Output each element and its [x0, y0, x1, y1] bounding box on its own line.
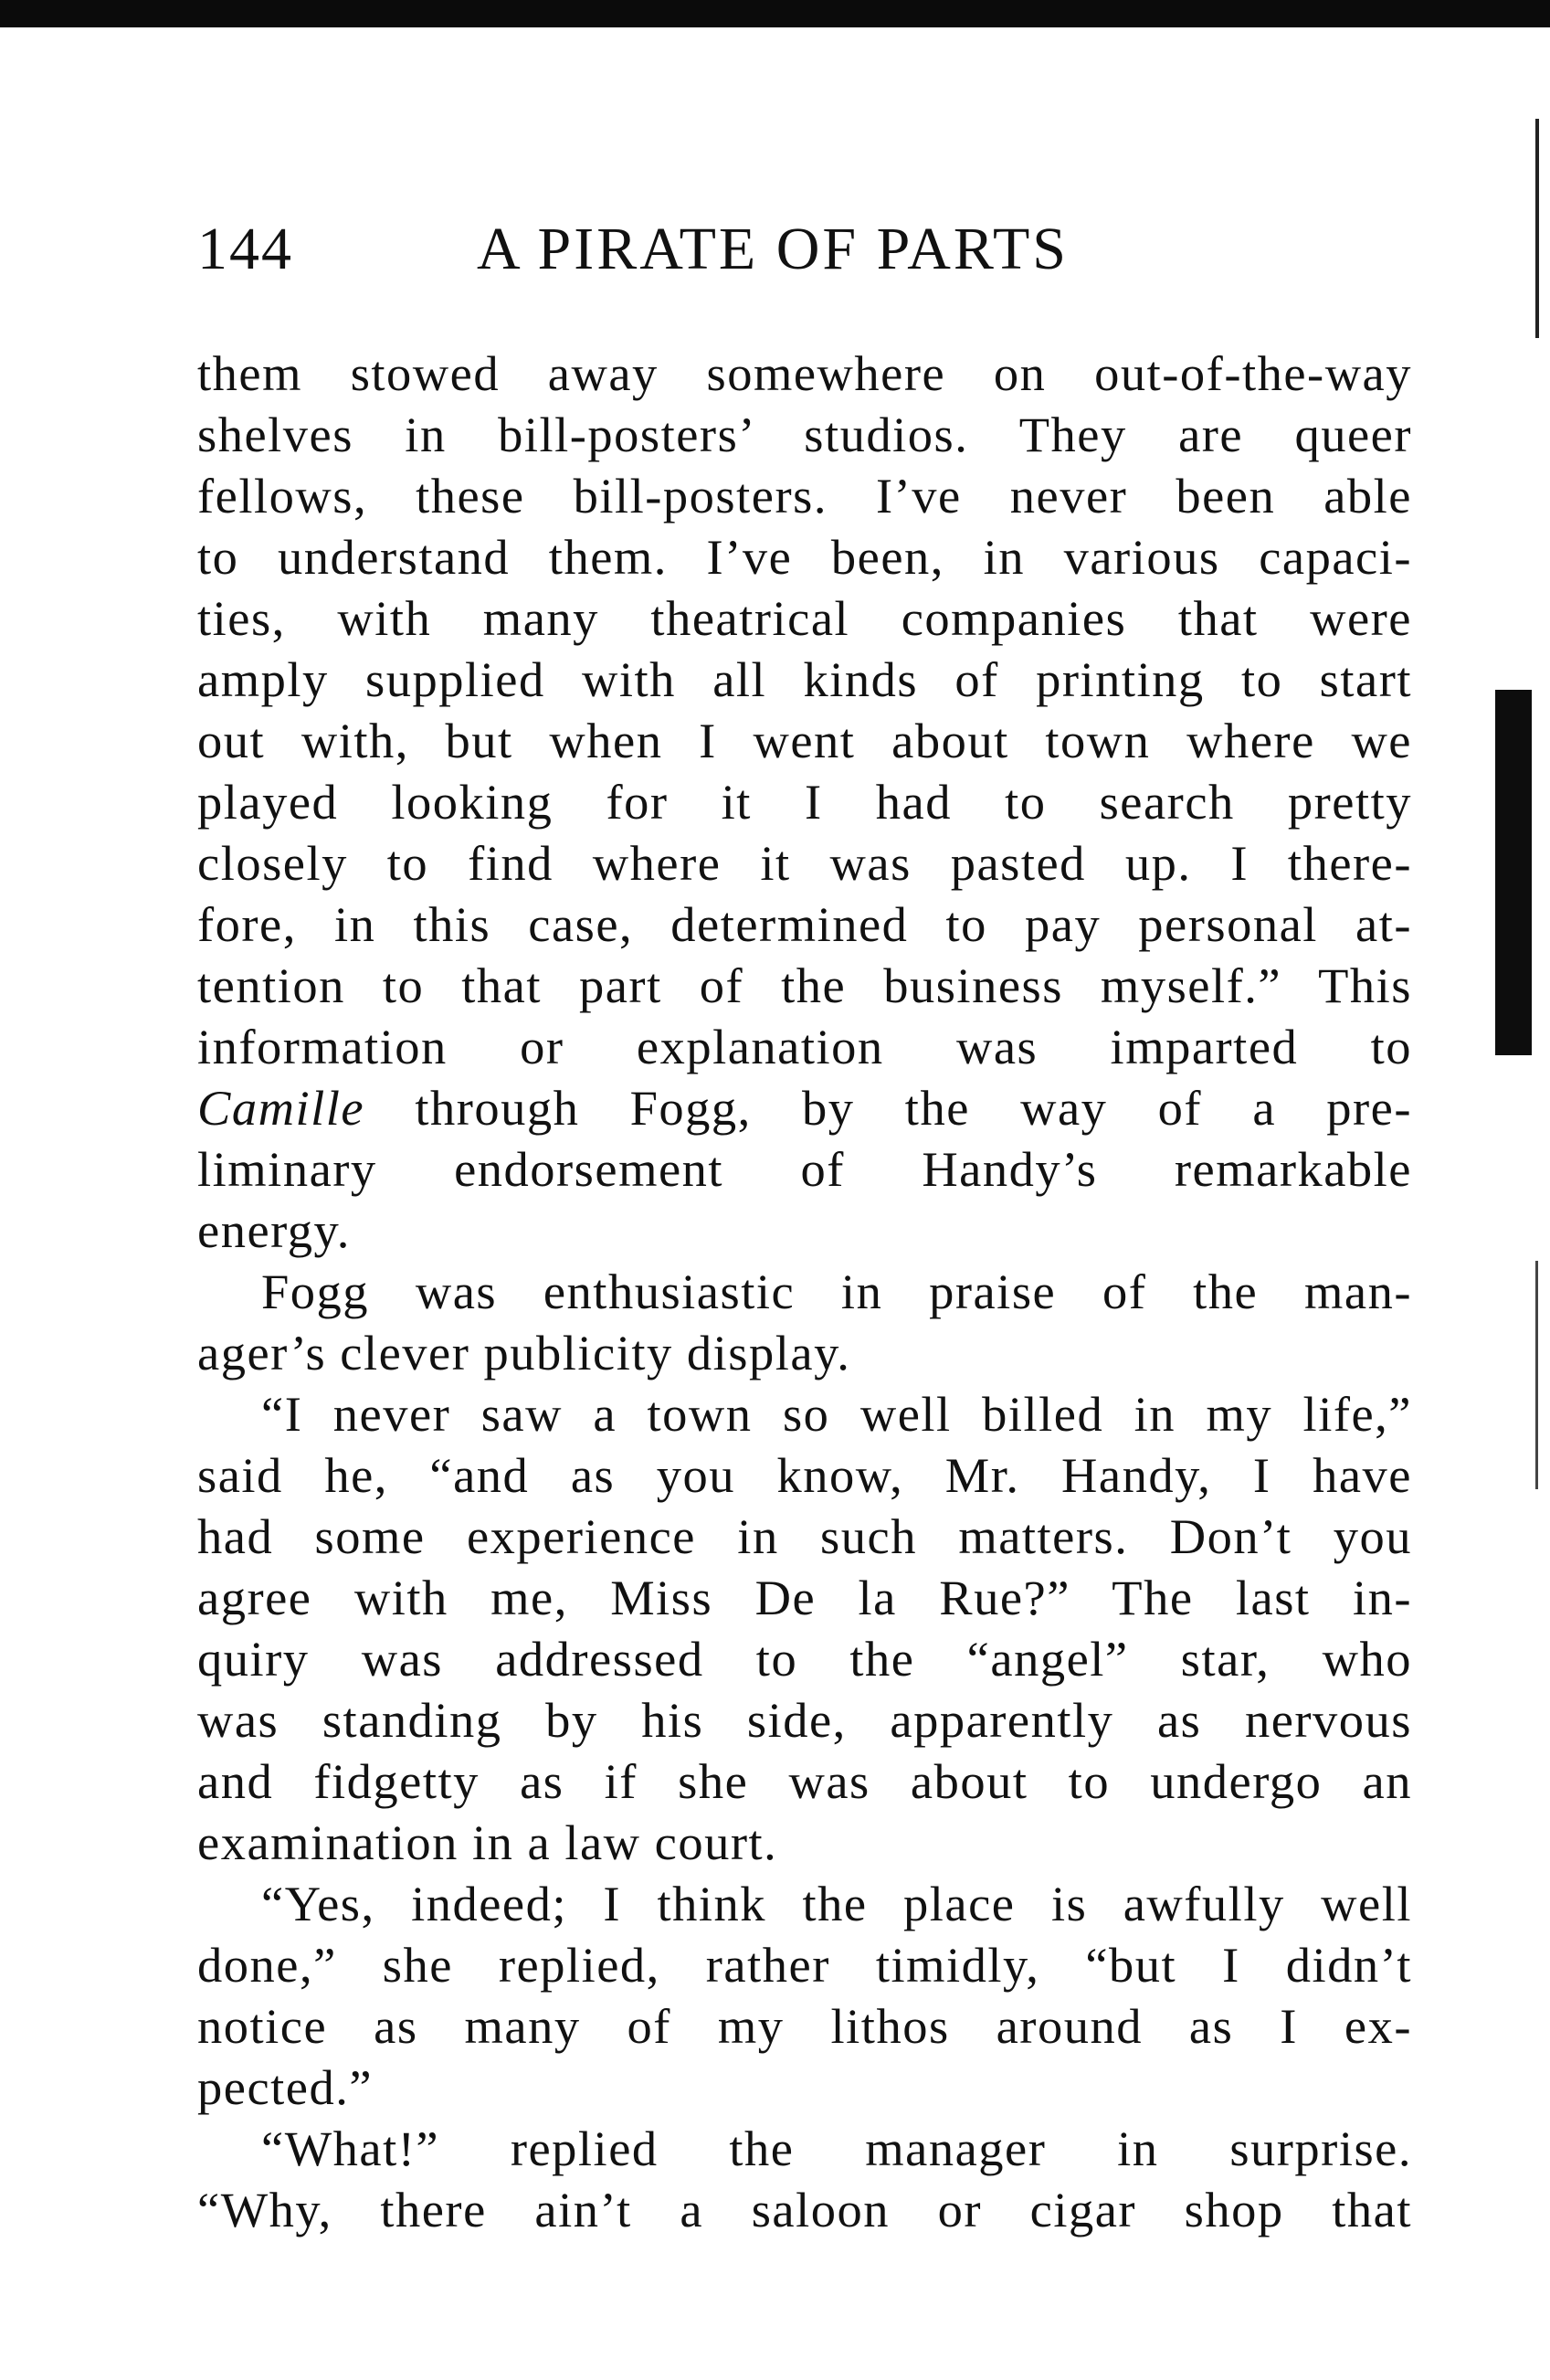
text-line: pected.” [197, 2059, 374, 2115]
text-line: shelves in bill-posters’ studios. They are queer [197, 407, 1412, 462]
page-edge-shadow [1495, 690, 1532, 1055]
text-line: them stowed away somewhere on out-of-the-way [197, 345, 1412, 401]
text-line: played looking for it I had to search pretty [197, 774, 1412, 830]
margin-scan-line [1535, 119, 1539, 338]
text-line: done,” she replied, rather timidly, “but I didn’t [197, 1937, 1412, 1993]
text-line: was standing by his side, apparently as nervous [197, 1692, 1412, 1748]
text-line: closely to find where it was pasted up. I there- [197, 835, 1412, 891]
text-line: had some experience in such matters. Don’t you [197, 1508, 1412, 1564]
text-line: amply supplied with all kinds of printing to start [197, 651, 1412, 707]
text-line: “I never saw a town so well billed in my life,” [261, 1386, 1412, 1442]
text-line: fellows, these bill-posters. I’ve never been able [197, 468, 1412, 524]
text-line: notice as many of my lithos around as I ex- [197, 1998, 1412, 2054]
running-header [197, 217, 1412, 281]
page-number: 144 [197, 216, 293, 282]
text-line: and fidgetty as if she was about to undergo an [197, 1753, 1412, 1809]
text-line: quiry was addressed to the “angel” star, who [197, 1631, 1412, 1687]
text-line: information or explanation was imparted to [197, 1019, 1412, 1074]
text-line: Fogg was enthusiastic in praise of the man- [261, 1264, 1412, 1319]
italic-title: Camille [197, 1080, 365, 1136]
top-edge-rule [0, 0, 1550, 27]
text-line: “What!” replied the manager in surprise. [261, 2121, 1412, 2176]
margin-scan-line-lower [1535, 1261, 1538, 1489]
text-line: ties, with many theatrical companies that were [197, 590, 1412, 646]
text-line: “Yes, indeed; I think the place is awfully well [261, 1876, 1412, 1931]
body-text [197, 343, 1412, 2240]
text-line-rest: through Fogg, by the way of a pre- [364, 1080, 1412, 1136]
text-line: said he, “and as you know, Mr. Handy, I have [197, 1447, 1412, 1503]
text-line: liminary endorsement of Handy’s remarkable [197, 1141, 1412, 1197]
text-line: tention to that part of the business myself.” This [197, 957, 1412, 1013]
text-line: to understand them. I’ve been, in various capaci- [197, 529, 1412, 585]
text-line: agree with me, Miss De la Rue?” The last in- [197, 1570, 1412, 1625]
running-title: A PIRATE OF PARTS [477, 216, 1069, 282]
text-line: fore, in this case, determined to pay personal at- [197, 896, 1412, 952]
text-line: examination in a law court. [197, 1814, 778, 1870]
text-line: out with, but when I went about town where we [197, 713, 1412, 768]
text-line [197, 1077, 1412, 1138]
text-line: energy. [197, 1202, 351, 1258]
text-line: “Why, there ain’t a saloon or cigar shop that [197, 2182, 1412, 2237]
text-line: ager’s clever publicity display. [197, 1325, 851, 1380]
